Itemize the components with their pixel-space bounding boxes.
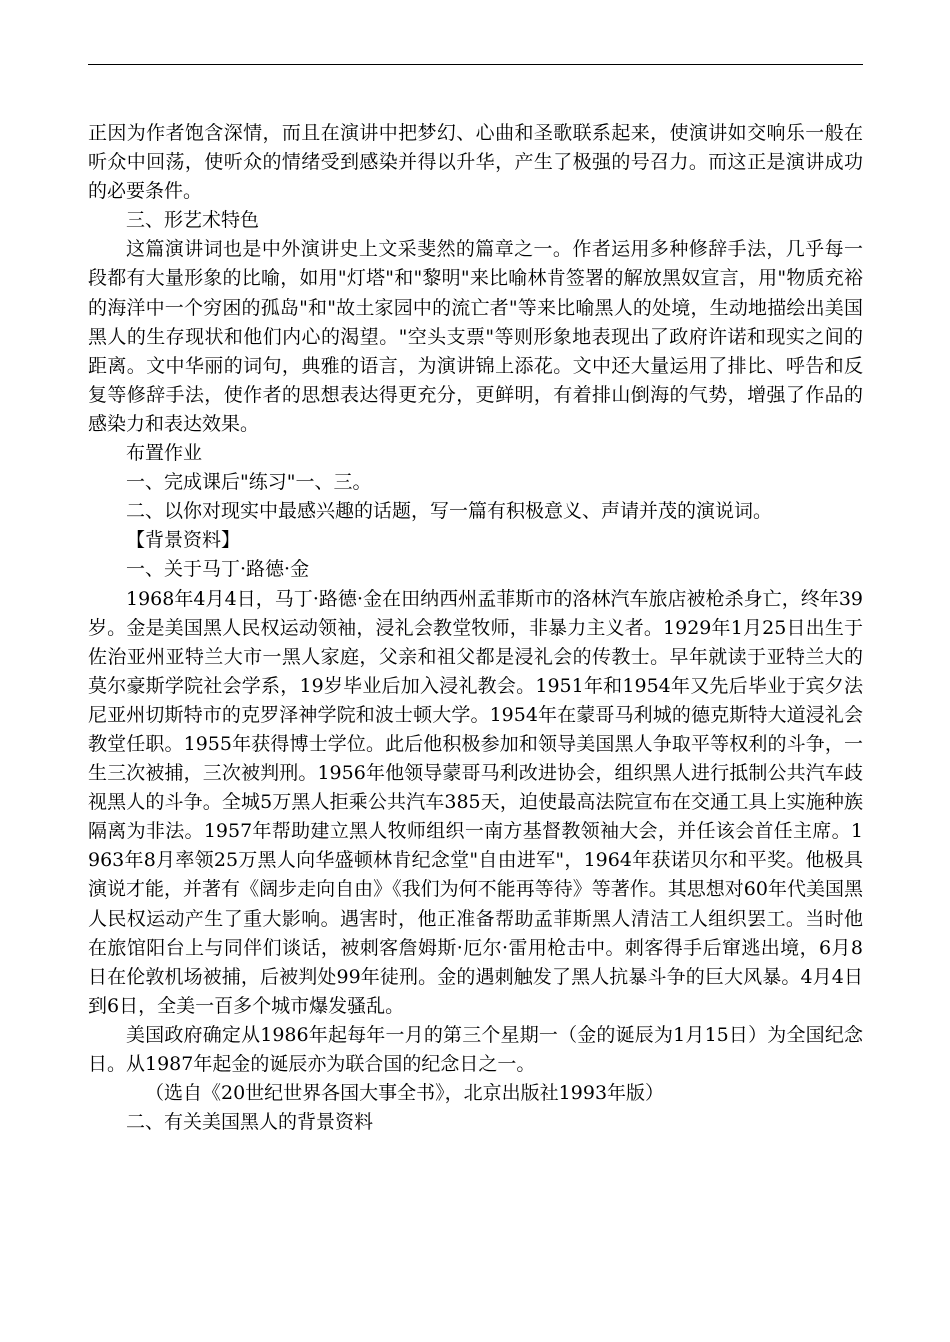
header-rule [88, 64, 863, 65]
paragraph-mlk-day: 美国政府确定从1986年起每年一月的第三个星期一（金的诞辰为1月15日）为全国纪念日。从1987年起金的诞辰亦为联合国的纪念日之一。 [88, 1023, 863, 1075]
section-heading-background: 【背景资料】 [126, 529, 241, 552]
paragraph-speech-effect: 正因为作者饱含深情，而且在演讲中把梦幻、心曲和圣歌联系起来，使演讲如交响乐一般在听众中回荡，使听众的情绪受到感染并得以升华，产生了极强的号召力。而这正是演讲成功的必要条件。 [88, 122, 863, 203]
subsection-heading-black-americans: 二、有关美国黑人的背景资料 [126, 1111, 374, 1134]
source-citation: （选自《20世纪世界各国大事全书》，北京出版社1993年版） [145, 1082, 665, 1105]
document-body [88, 119, 863, 1137]
section-heading-art-features: 三、形艺术特色 [126, 209, 260, 232]
homework-item-1: 一、完成课后"练习"一、三。 [126, 471, 372, 494]
paragraph-mlk-biography: 1968年4月4日，马丁·路德·金在田纳西州孟菲斯市的洛林汽车旅店被枪杀身亡，终年39岁。金是美国黑人民权运动领袖，浸礼会教堂牧师，非暴力主义者。1929年1月25日出生于佐治亚州亚特兰大市一黑人家庭，父亲和祖父都是浸礼会的传教士。早年就读于亚特兰大的莫尔豪斯学院社会学系，19岁毕业后加入浸礼教会。1951年和1954年又先后毕业于宾夕法尼亚州切斯特市的克罗泽神学院和波士顿大学。1954年在蒙哥马利城的德克斯特大道浸礼会教堂任职。1955年获得博士学位。此后他积极参加和领导美国黑人争取平等权利的斗争，一生三次被捕，三次被判刑。1956年他领导蒙哥马利改进协会，组织黑人进行抵制公共汽车歧视黑人的斗争。全城5万黑人拒乘公共汽车385天，迫使最高法院宣布在交通工具上实施种族隔离为非法。1957年帮助建立黑人牧师组织一南方基督教领袖大会，并任该会首任主席。1963年8月率领25万黑人向华盛顿林肯纪念堂"自由进军"，1964年获诺贝尔和平奖。他极具演说才能，并著有《阔步走向自由》《我们为何不能再等待》等著作。其思想对60年代美国黑人民权运动产生了重大影响。遇害时，他正准备帮助孟菲斯黑人清洁工人组织罢工。当时他在旅馆阳台上与同伴们谈话，被刺客詹姆斯·厄尔·雷用枪击中。刺客得手后窜逃出境，6月8日在伦敦机场被捕，后被判处99年徒刑。金的遇刺触发了黑人抗暴斗争的巨大风暴。4月4日到6日，全美一百多个城市爆发骚乱。 [88, 587, 863, 1017]
homework-item-2: 二、以你对现实中最感兴趣的话题，写一篇有积极意义、声请并茂的演说词。 [126, 500, 773, 523]
section-heading-homework: 布置作业 [126, 442, 203, 465]
subsection-heading-mlk: 一、关于马丁·路德·金 [126, 558, 310, 581]
paragraph-art-features: 这篇演讲词也是中外演讲史上文采斐然的篇章之一。作者运用多种修辞手法，几乎每一段都有大量形象的比喻，如用"灯塔"和"黎明"来比喻林肯签署的解放黑奴宣言，用"物质充裕的海洋中一个穷困的孤岛"和"故土家园中的流亡者"等来比喻黑人的处境，生动地描绘出美国黑人的生存现状和他们内心的渴望。"空头支票"等则形象地表现出了政府许诺和现实之间的距离。文中华丽的词句，典雅的语言，为演讲锦上添花。文中还大量运用了排比、呼告和反复等修辞手法，使作者的思想表达得更充分，更鲜明，有着排山倒海的气势，增强了作品的感染力和表达效果。 [88, 238, 863, 435]
